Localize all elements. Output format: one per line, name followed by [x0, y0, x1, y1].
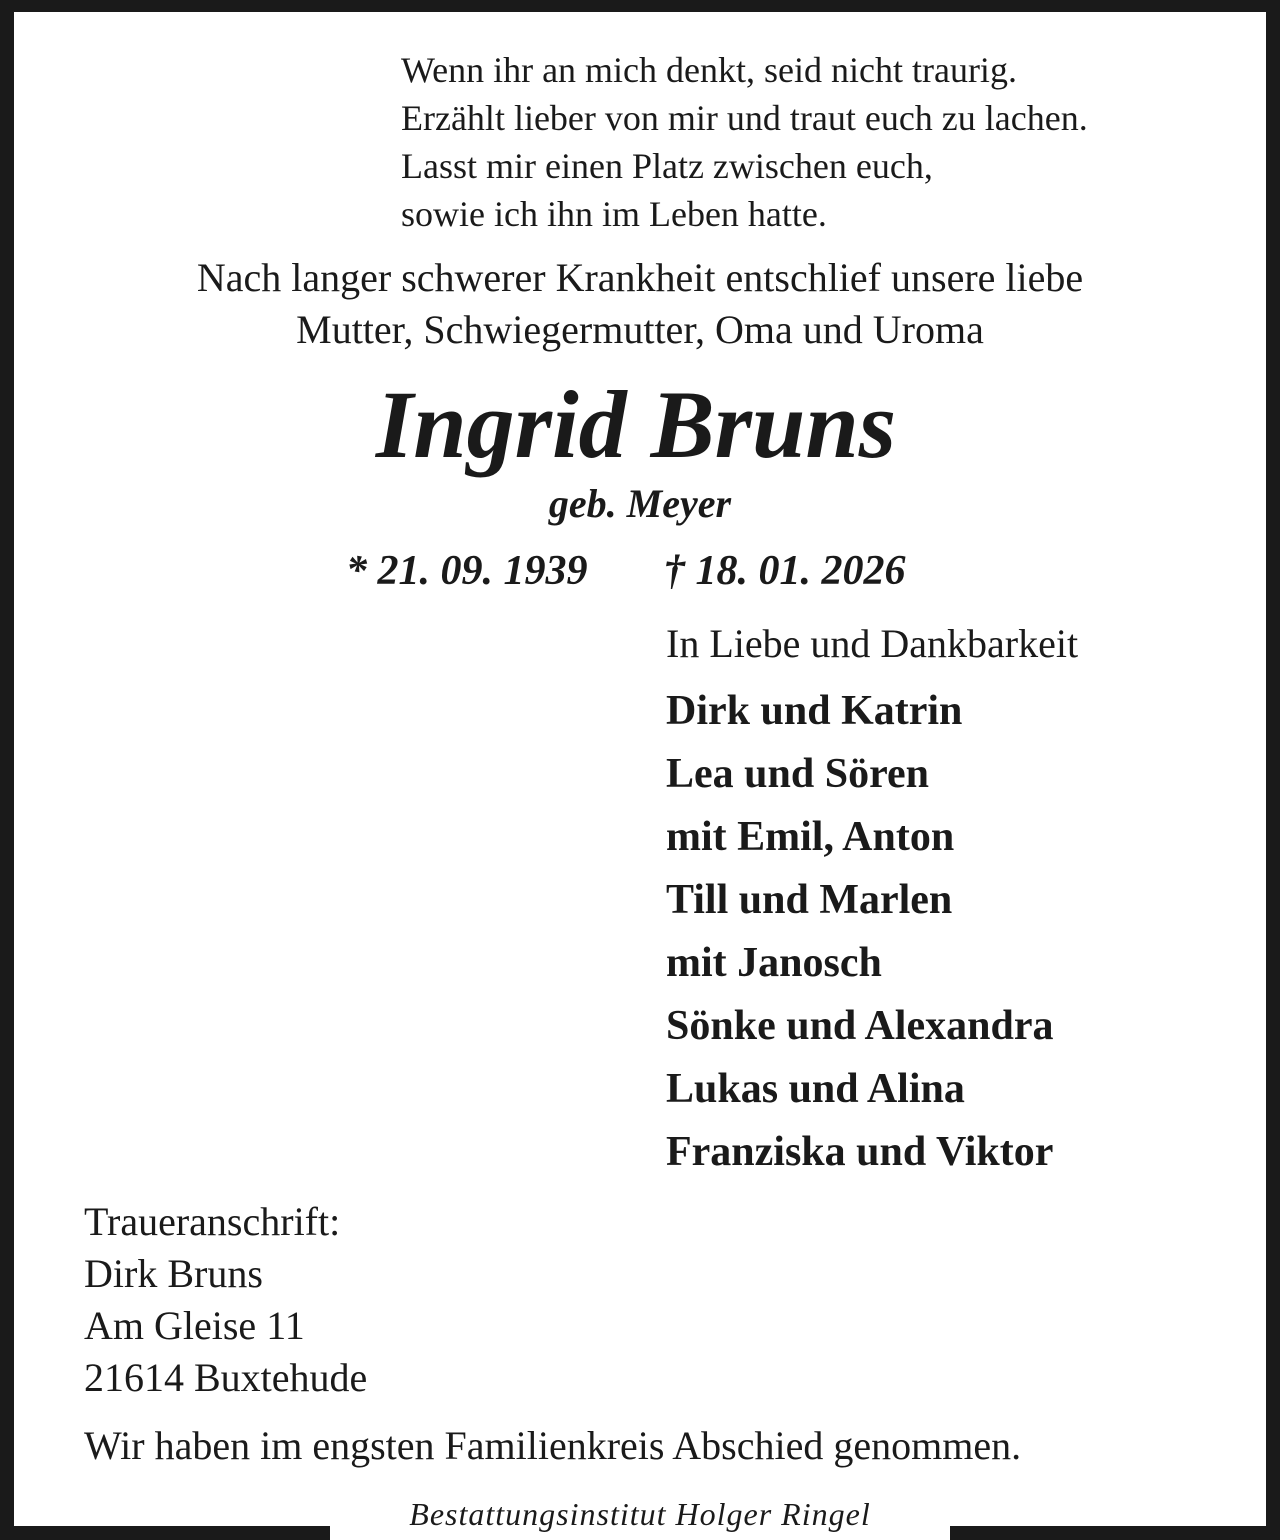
mourners-list — [666, 680, 1053, 1184]
mourner-entry: Franziska und Viktor — [666, 1129, 1054, 1175]
poem-line: sowie ich ihn im Leben hatte. — [401, 194, 827, 234]
mourner-entry: Sönke und Alexandra — [666, 1003, 1054, 1049]
announcement-text — [40, 252, 1240, 356]
address-street: Am Gleise 11 — [84, 1303, 305, 1348]
address-label: Traueranschrift: — [84, 1199, 341, 1244]
death-date: † 18. 01. 2026 — [664, 548, 906, 594]
announcement-line: Nach langer schwerer Krankheit entschlief unsere liebe — [196, 255, 1084, 300]
border-bottom-left — [0, 1526, 330, 1540]
poem — [401, 46, 1241, 238]
address-city: 21614 Buxtehude — [84, 1355, 368, 1400]
address-name: Dirk Bruns — [84, 1251, 263, 1296]
farewell-note: Wir haben im engsten Familienkreis Abschied genommen. — [84, 1423, 1022, 1468]
mourner-entry: Lea und Sören — [666, 751, 929, 797]
mourning-address — [84, 1196, 367, 1404]
poem-line: Wenn ihr an mich denkt, seid nicht traurig. — [401, 50, 1017, 90]
life-dates — [0, 545, 1280, 597]
border-top — [0, 0, 1280, 12]
thanks-line: In Liebe und Dankbarkeit — [666, 621, 1079, 666]
maiden-name: geb. Meyer — [548, 481, 732, 526]
poem-line: Erzählt lieber von mir und traut euch zu lachen. — [401, 98, 1088, 138]
poem-line: Lasst mir einen Platz zwischen euch, — [401, 146, 933, 186]
border-bottom-right — [950, 1526, 1280, 1540]
undertaker-credit: Bestattungsinstitut Holger Ringel — [409, 1496, 871, 1532]
announcement-line: Mutter, Schwiegermutter, Oma und Uroma — [296, 307, 984, 352]
deceased-name: Ingrid Bruns — [375, 371, 897, 478]
mourner-entry: Lukas und Alina — [666, 1066, 965, 1112]
mourner-entry: mit Janosch — [666, 940, 882, 986]
border-left — [0, 0, 14, 1540]
birth-date: * 21. 09. 1939 — [346, 548, 588, 594]
border-right — [1266, 0, 1280, 1540]
mourner-entry: Till und Marlen — [666, 877, 953, 923]
mourner-entry: mit Emil, Anton — [666, 814, 955, 860]
mourner-entry: Dirk und Katrin — [666, 688, 963, 734]
